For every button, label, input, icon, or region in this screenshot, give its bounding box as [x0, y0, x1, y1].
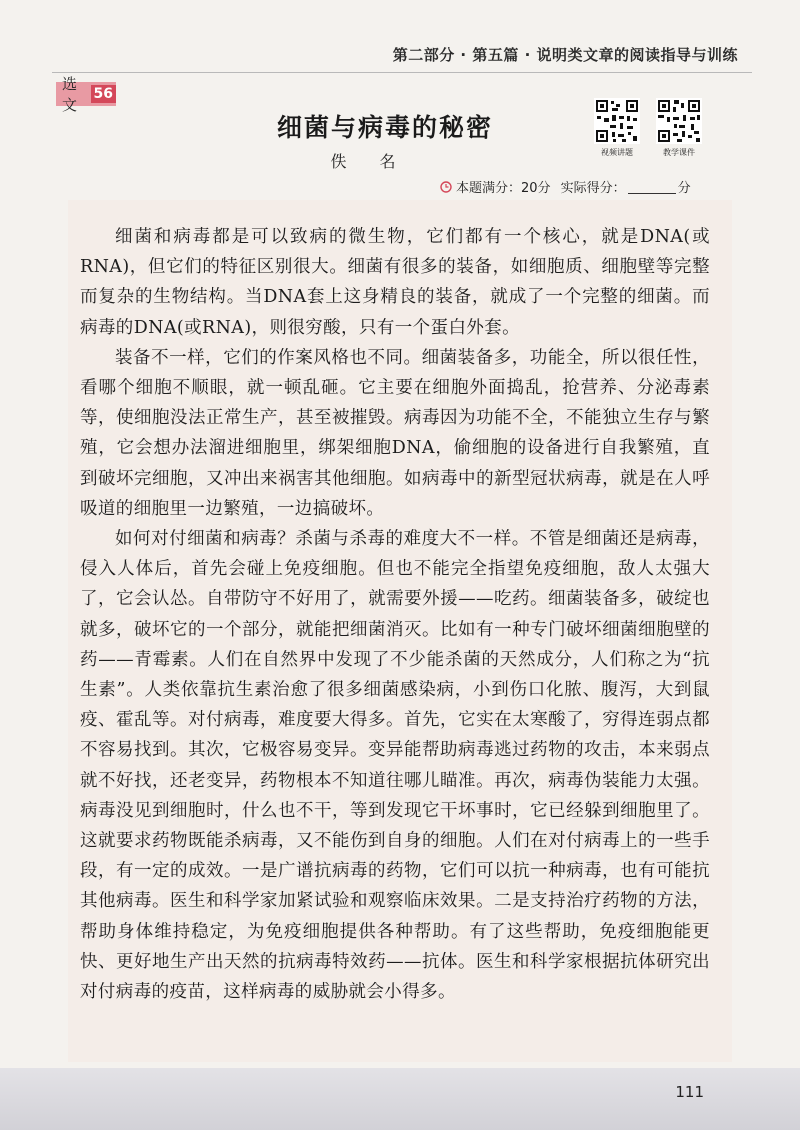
- page-number: 111: [675, 1083, 704, 1101]
- selection-tag: [56, 75, 116, 114]
- qr-code-icon[interactable]: [656, 98, 702, 144]
- full-score-label: 本题满分：: [456, 181, 522, 196]
- header-divider: [52, 72, 752, 73]
- clock-icon: [440, 181, 452, 193]
- paragraph: 细菌和病毒都是可以致病的微生物，它们都有一个核心，就是DNA(或RNA)，但它们的特征区别很大。细菌有很多的装备，如细胞质、细胞壁等完整而复杂的生物结构。当DNA套上这身精良的装备，就成了一个完整的细菌。而病毒的DNA(或RNA)，则很穷酸，只有一个蛋白外套。: [80, 227, 710, 338]
- qr-caption-video: 视频讲题: [601, 148, 633, 157]
- qr-courseware[interactable]: [656, 98, 702, 158]
- actual-score-label: 实际得分：: [560, 181, 626, 196]
- full-score-value: 20分: [521, 181, 551, 196]
- article-body: [80, 222, 710, 1007]
- actual-score-blank[interactable]: [628, 179, 676, 194]
- paragraph: 装备不一样，它们的作案风格也不同。细菌装备多，功能全，所以很任性，看哪个细胞不顺眼，就一顿乱砸。它主要在细胞外面捣乱，抢营养、分泌毒素等，使细胞没法正常生产，甚至被摧毁。病毒因为功能不全，不能独立生存与繁殖，它会想办法溜进细胞里，绑架细胞DNA，偷细胞的设备进行自我繁殖，直到破坏完细胞，又冲出来祸害其他细胞。如病毒中的新型冠状病毒，就是在人呼吸道的细胞里一边繁殖，一边搞破坏。: [80, 347, 710, 519]
- score-line: [440, 177, 691, 196]
- selection-tag-number: 56: [91, 85, 116, 103]
- article-author: 佚 名: [330, 152, 410, 171]
- qr-code-icon[interactable]: [594, 98, 640, 144]
- qr-caption-courseware: 教学课件: [663, 148, 695, 157]
- page-header: [0, 0, 800, 82]
- running-title: 第二部分 · 第五篇 · 说明类文章的阅读指导与训练: [392, 46, 738, 64]
- selection-tag-label: 选文: [62, 75, 78, 114]
- qr-video[interactable]: [594, 98, 640, 158]
- article-title: 细菌与病毒的秘密: [276, 113, 493, 142]
- actual-score-unit: 分: [677, 181, 691, 196]
- paragraph: 如何对付细菌和病毒？杀菌与杀毒的难度大不一样。不管是细菌还是病毒，侵入人体后，首先会碰上免疫细胞。但也不能完全指望免疫细胞，敌人太强大了，它会认怂。自带防守不好用了，就需要外援——吃药。细菌装备多，破绽也就多，破坏它的一个部分，就能把细菌消灭。比如有一种专门破坏细菌细胞壁的药——青霉素。人们在自然界中发现了不少能杀菌的天然成分，人们称之为“抗生素”。人类依靠抗生素治愈了很多细菌感染病，小到伤口化脓、腹泻，大到鼠疫、霍乱等。对付病毒，难度要大得多。首先，它实在太寒酸了，穷得连弱点都不容易找到。其次，它极容易变异。变异能帮助病毒逃过药物的攻击，本来弱点就不好找，还老变异，药物根本不知道往哪儿瞄准。再次，病毒伪装能力太强。病毒没见到细胞时，什么也不干，等到发现它干坏事时，它已经躲到细胞里了。这就要求药物既能杀病毒，又不能伤到自身的细胞。人们在对付病毒上的一些手段，有一定的成效。一是广谱抗病毒的药物，它们可以抗一种病毒，也有可能抗其他病毒。医生和科学家加紧试验和观察临床效果。二是支持治疗药物的方法，帮助身体维持稳定，为免疫细胞提供各种帮助。有了这些帮助，免疫细胞能更快、更好地生产出天然的抗病毒特效药——抗体。医生和科学家根据抗体研究出对付病毒的疫苗，这样病毒的威胁就会小得多。: [80, 529, 710, 1003]
